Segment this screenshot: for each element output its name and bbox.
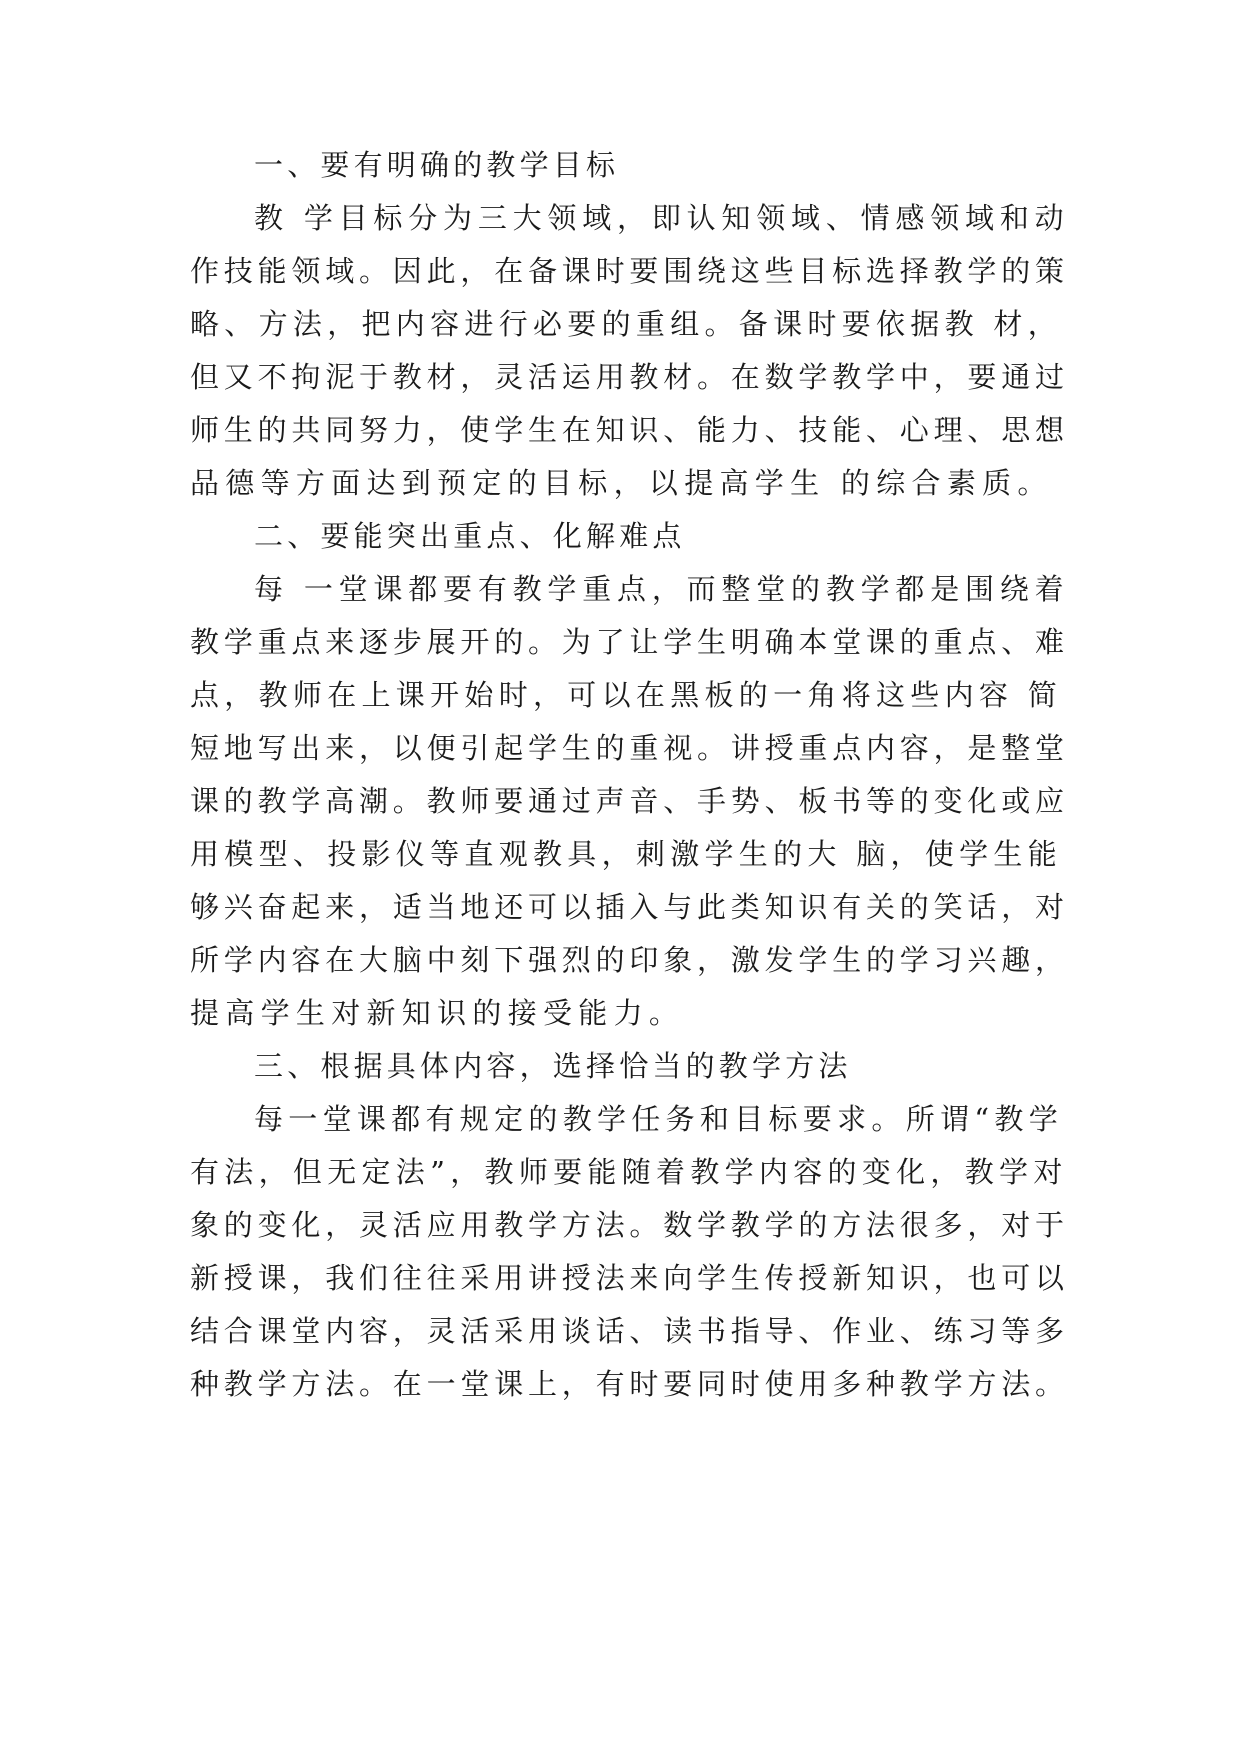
- paragraph-line: 教学重点来逐步展开的。为了让学生明确本堂课的重点、难: [190, 625, 1069, 659]
- paragraph-line: 略、方法，把内容进行必要的重组。备课时要依据教 材，: [190, 307, 1063, 341]
- paragraph-line: 够兴奋起来，适当地还可以插入与此类知识有关的笑话，对: [190, 890, 1069, 924]
- paragraph-line: 作技能领域。因此，在备课时要围绕这些目标选择教学的策: [190, 254, 1069, 288]
- paragraph-line: 种教学方法。在一堂课上，有时要同时使用多种教学方法。: [190, 1367, 1069, 1401]
- paragraph-line: 新授课，我们往往采用讲授法来向学生传授新知识，也可以: [190, 1261, 1069, 1295]
- paragraph-line: 每 一堂课都要有教学重点，而整堂的教学都是围绕着: [254, 572, 1070, 606]
- paragraph-line: 每一堂课都有规定的教学任务和目标要求。所谓“教学: [254, 1102, 1064, 1136]
- paragraph-line: 提高学生对新知识的接受能力。: [190, 996, 685, 1030]
- paragraph-line: 师生的共同努力，使学生在知识、能力、技能、心理、思想: [190, 413, 1069, 447]
- paragraph-line: 用模型、投影仪等直观教具，刺激学生的大 脑，使学生能: [190, 837, 1063, 871]
- paragraph-line: 课的教学高潮。教师要通过声音、手势、板书等的变化或应: [190, 784, 1069, 818]
- paragraph-line: 象的变化，灵活应用教学方法。数学教学的方法很多，对于: [190, 1208, 1069, 1242]
- paragraph-line: 品德等方面达到预定的目标，以提高学生 的综合素质。: [190, 466, 1053, 500]
- paragraph-line: 有法，但无定法”，教师要能随着教学内容的变化，教学对: [190, 1155, 1068, 1189]
- section-heading-3: 三、根据具体内容，选择恰当的教学方法: [254, 1049, 852, 1083]
- section-heading-1: 一、要有明确的教学目标: [254, 148, 620, 182]
- paragraph-line: 所学内容在大脑中刻下强烈的印象，激发学生的学习兴趣，: [190, 943, 1069, 977]
- section-heading-2: 二、要能突出重点、化解难点: [254, 519, 686, 553]
- paragraph-line: 教 学目标分为三大领域，即认知领域、情感领域和动: [254, 201, 1070, 235]
- paragraph-line: 点，教师在上课开始时，可以在黑板的一角将这些内容 简: [190, 678, 1063, 712]
- paragraph-line: 结合课堂内容，灵活采用谈话、读书指导、作业、练习等多: [190, 1314, 1069, 1348]
- paragraph-line: 短地写出来，以便引起学生的重视。讲授重点内容，是整堂: [190, 731, 1069, 765]
- paragraph-line: 但又不拘泥于教材，灵活运用教材。在数学教学中，要通过: [190, 360, 1069, 394]
